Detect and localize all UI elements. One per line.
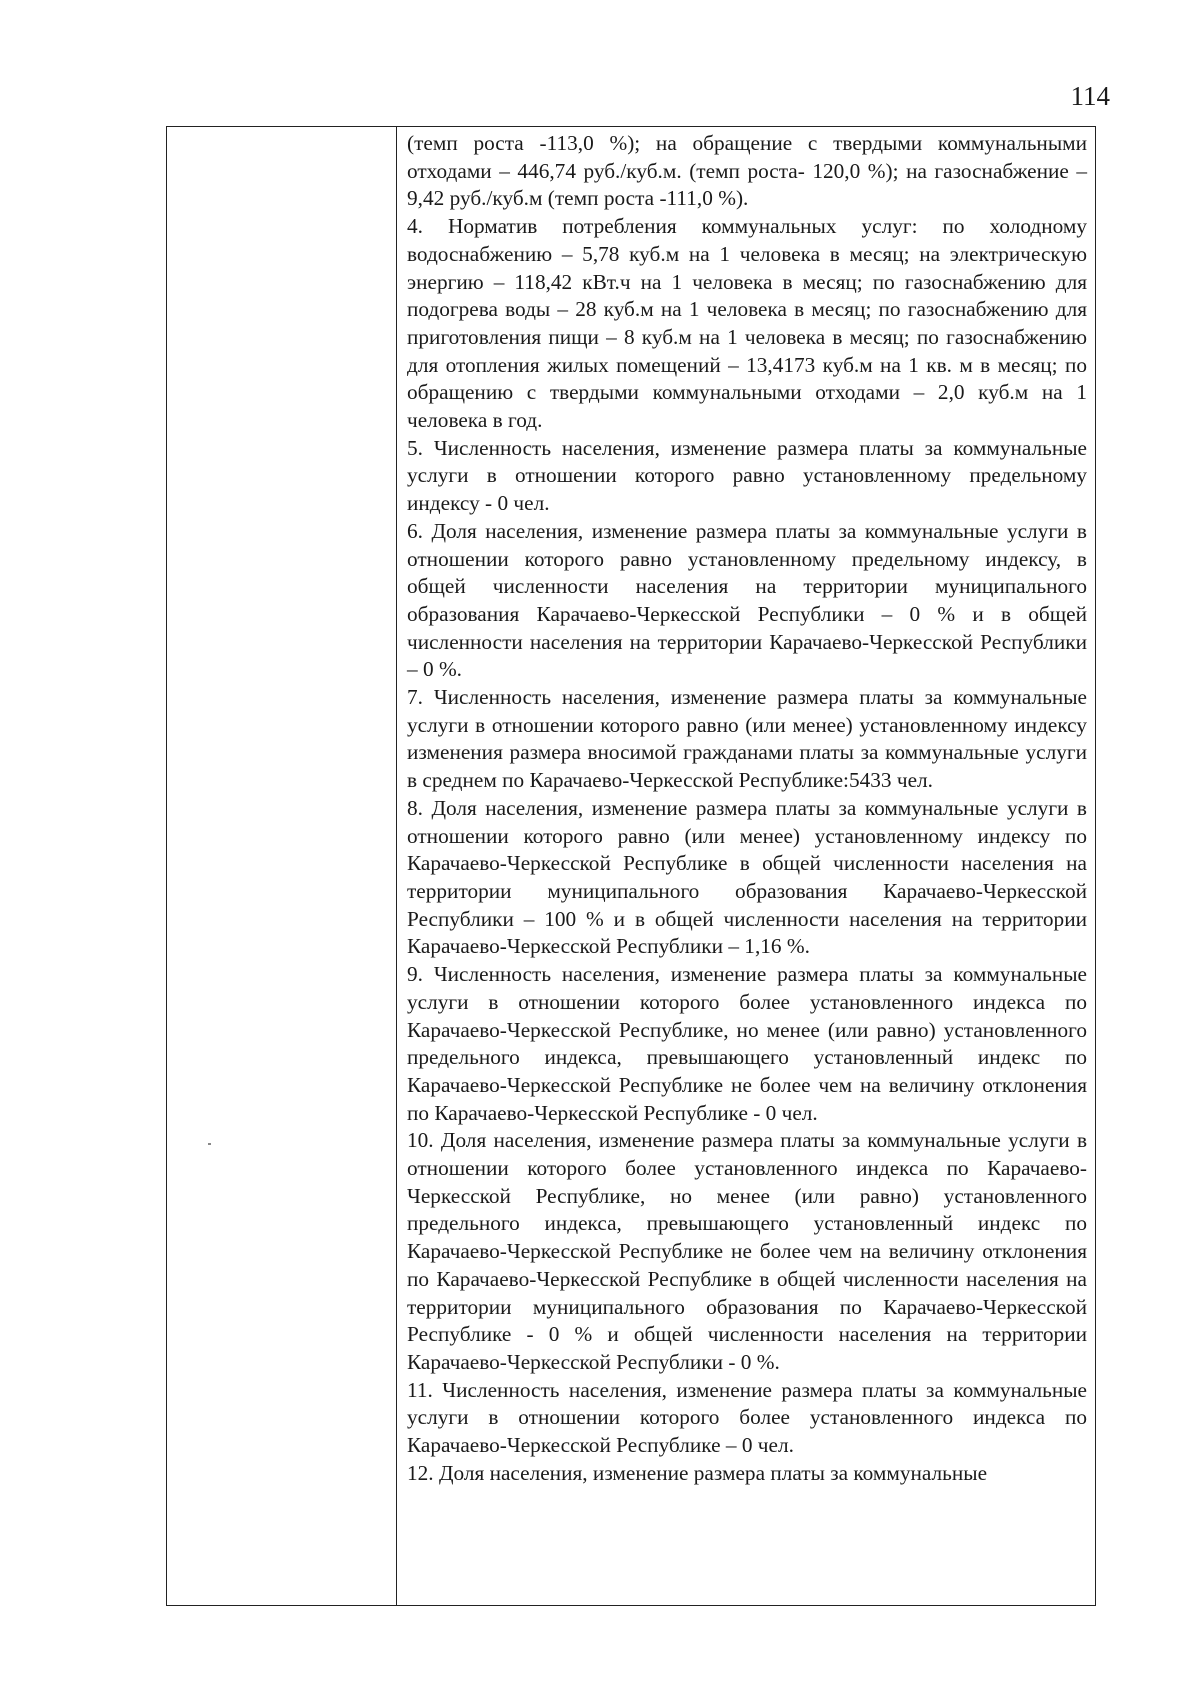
paragraph-item-10: 10. Доля населения, изменение размера платы за коммунальные услуги в отношении которого более установленного индекса по Карачаево-Черкесской Республике, но менее (или равно) установленного предельного индекса, превышающего установленный индекс по Карачаево-Черкесской Республике не более чем на величину отклонения по Карачаево-Черкесской Республике в общей численности населения на территории муниципального образования по Карачаево-Черкесской Республике - 0 % и общей численности населения на территории Карачаево-Черкесской Республики - 0 %. — [407, 1128, 1087, 1374]
paragraph-item-6: 6. Доля населения, изменение размера платы за коммунальные услуги в отношении которого равно установленному предельному индексу, в общей численности населения на территории муниципального образования Карачаево-Черкесской Республики – 0 % и в общей численности населения на территории Карачаево-Черкесской Республики – 0 %. — [407, 518, 1087, 682]
paragraph-item-8: 8. Доля населения, изменение размера платы за коммунальные услуги в отношении которого равно (или менее) установленному индексу по Карачаево-Черкесской Республике в общей численности населения на территории муниципального образования Карачаево-Черкесской Республики – 100 % и в общей численности населения на территории Карачаево-Черкесской Республики – 1,16 %. — [407, 795, 1087, 959]
paragraph-continuation: (темп роста -113,0 %); на обращение с твердыми коммунальными отходами – 446,74 руб./куб.м. (темп роста- 120,0 %); на газоснабжение – 9,42 руб./куб.м (темп роста -111,0 %). — [407, 131, 1087, 211]
page-number: 114 — [1070, 81, 1110, 111]
column-divider — [396, 127, 397, 1605]
paragraph-item-9: 9. Численность населения, изменение размера платы за коммунальные услуги в отношении которого более установленного индекса по Карачаево-Черкесской Республике, но менее (или равно) установленного предельного индекса, превышающего установленный индекс по Карачаево-Черкесской Республике не более чем на величину отклонения по Карачаево-Черкесской Республике - 0 чел. — [407, 962, 1087, 1125]
paragraph-item-5: 5. Численность населения, изменение размера платы за коммунальные услуги в отношении которого равно установленному предельному индексу - 0 чел. — [407, 435, 1087, 516]
paragraph-item-4: 4. Норматив потребления коммунальных услуг: по холодному водоснабжению – 5,78 куб.м на 1 человека в месяц; на электрическую энергию – 118,42 кВт.ч на 1 человека в месяц; по газоснабжению для подогрева воды – 28 куб.м на 1 человека в месяц; по газоснабжению для приготовления пищи – 8 куб.м на 1 человека в месяц; по газоснабжению для отопления жилых помещений – 13,4173 куб.м на 1 кв. м в месяц; по обращению с твердыми коммунальными отходами – 2,0 куб.м на 1 человека в год. — [407, 214, 1087, 433]
paragraph-item-12: 12. Доля населения, изменение размера платы за коммунальные — [407, 1460, 988, 1485]
content-cell — [398, 127, 1095, 1605]
paragraph-item-11: 11. Численность населения, изменение размера платы за коммунальные услуги в отношении которого более установленного индекса по Карачаево-Черкесской Республике – 0 чел. — [407, 1377, 1087, 1458]
paragraph-item-7: 7. Численность населения, изменение размера платы за коммунальные услуги в отношении которого равно (или менее) установленному индексу изменения размера вносимой гражданами платы за коммунальные услуги в среднем по Карачаево-Черкесской Республике:5433 чел. — [407, 685, 1087, 793]
scan-speck — [208, 1143, 211, 1145]
document-table — [166, 126, 1096, 1606]
